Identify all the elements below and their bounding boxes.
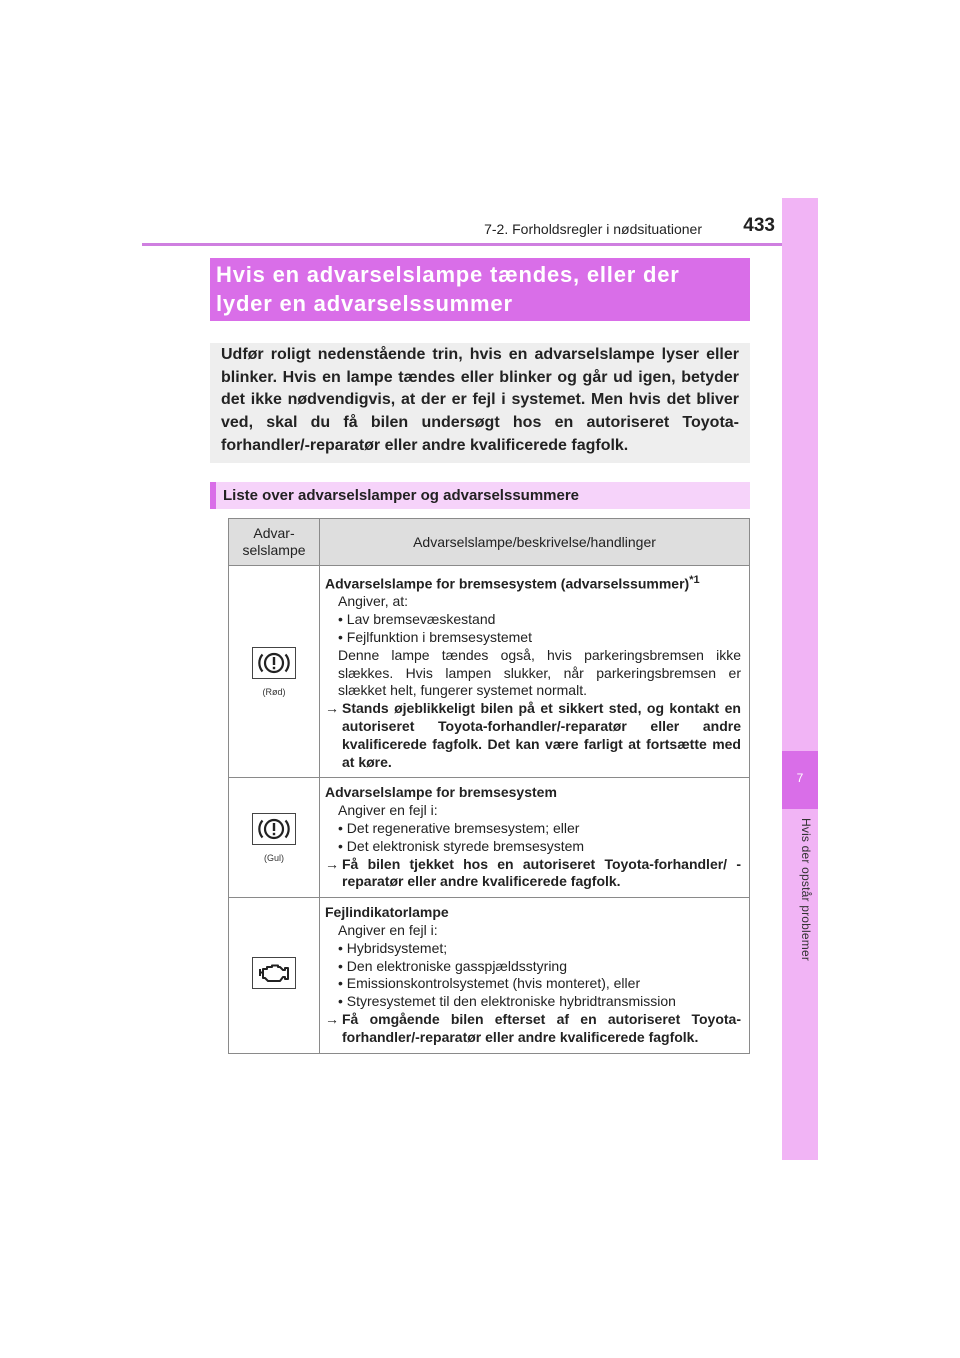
bullet-item: • Emissionskontrolsystemet (hvis monteret), eller: [338, 975, 641, 992]
section-title: [210, 258, 750, 321]
chapter-side-tab[interactable]: [782, 198, 818, 1160]
arrow-icon: →: [325, 700, 339, 717]
brake-warning-icon: [252, 813, 296, 845]
description-cell: [320, 778, 750, 898]
lamp-cell: [229, 778, 320, 898]
lamp-action-text: Stands øjeblikkeligt bilen på et sikkert sted, og kontakt en autoriseret Toyota-forhandler/-reparatør eller andre kvalificerede fagfolk. Det kan være farligt at fortsætte med at køre.: [342, 700, 741, 770]
lamp-title: Fejlindikatorlampe: [325, 904, 449, 921]
lamp-indicates: Angiver, at:: [338, 593, 409, 610]
column-header-lamp-line-1: Advar-: [253, 525, 295, 541]
section-title-line-2: lyder en advarselssummer: [216, 291, 513, 316]
arrow-icon: →: [325, 1010, 339, 1027]
lamp-title: [325, 572, 741, 593]
lamp-color-caption: (Gul): [264, 852, 284, 863]
section-label: 7-2. Forholdsregler i nødsituationer: [484, 221, 702, 237]
bullet-item: • Fejlfunktion i bremsesystemet: [338, 629, 532, 646]
lamp-action-text: Få bilen tjekket hos en autoriseret Toyota-forhandler/ -reparatør eller andre kvalificerede fagfolk.: [342, 855, 741, 890]
lamp-note: Denne lampe tændes også, hvis parkeringsbremsen ikke slækkes. Hvis lampen slukker, når parkeringsbremsen er slækket helt, fungerer systemet normalt.: [338, 646, 741, 699]
bullet-item: • Det elektronisk styrede bremsesystem: [338, 837, 585, 854]
column-header-lamp-line-2: selslampe: [242, 542, 306, 558]
lamp-action-text: Få omgående bilen efterset af en autoriseret Toyota-forhandler/-reparatør eller andre kvalificerede fagfolk.: [342, 1010, 741, 1045]
table-row: [229, 566, 750, 778]
column-header-description: Advarselslampe/beskrivelse/handlinger: [320, 519, 750, 566]
chapter-number: 7: [796, 771, 804, 785]
table-row: [229, 898, 750, 1053]
lamp-title-text: Advarselslampe for bremsesystem (advarselssummer): [325, 575, 690, 592]
lamp-action: [325, 700, 741, 771]
lamp-cell: [229, 898, 320, 1053]
description-cell: [320, 566, 750, 778]
description-cell: [320, 898, 750, 1053]
lamp-title: Advarselslampe for bremsesystem: [325, 784, 557, 801]
table-header-row: [229, 519, 750, 566]
lamp-action: [325, 1011, 741, 1047]
footnote-marker: *1: [689, 574, 700, 586]
section-title-line-1: Hvis en advarselslampe tændes, eller der: [216, 262, 680, 287]
lamp-color-caption: (Rød): [262, 686, 286, 697]
bullet-item: • Den elektroniske gasspjældsstyring: [338, 957, 568, 974]
table-row: [229, 778, 750, 898]
column-header-lamp: [229, 519, 320, 566]
subsection-header: Liste over advarselslamper og advarselssummere: [210, 482, 750, 509]
lamp-action: [325, 856, 741, 892]
chapter-title: Hvis der opstår problemer: [799, 818, 813, 962]
lamp-cell: [229, 566, 320, 778]
bullet-item: • Det regenerative bremsesystem; eller: [338, 820, 580, 837]
warning-lamp-table: [228, 518, 750, 1054]
bullet-item: • Styresystemet til den elektroniske hybridtransmission: [338, 993, 676, 1010]
bullet-item: • Lav bremsevæskestand: [338, 611, 496, 628]
brake-warning-icon: [252, 647, 296, 679]
intro-paragraph: Udfør roligt nedenstående trin, hvis en advarselslampe lyser eller blinker. Hvis en lampe tændes eller blinker og går ud igen, betyder det ikke nødvendigvis, at der er fejl i systemet. Men hvis det bliver ved, skal du få bilen undersøgt hos en autoriseret Toyota-forhandler/-reparatør eller andre kvalificerede fagfolk.: [210, 343, 750, 463]
arrow-icon: →: [325, 855, 339, 872]
page-number: 433: [743, 215, 775, 236]
chapter-number-box: [782, 751, 818, 809]
lamp-indicates: Angiver en fejl i:: [338, 922, 438, 938]
lamp-indicates: Angiver en fejl i:: [338, 802, 438, 819]
engine-check-icon: [252, 957, 296, 989]
header-rule: [142, 243, 782, 246]
bullet-item: • Hybridsystemet;: [338, 939, 448, 956]
